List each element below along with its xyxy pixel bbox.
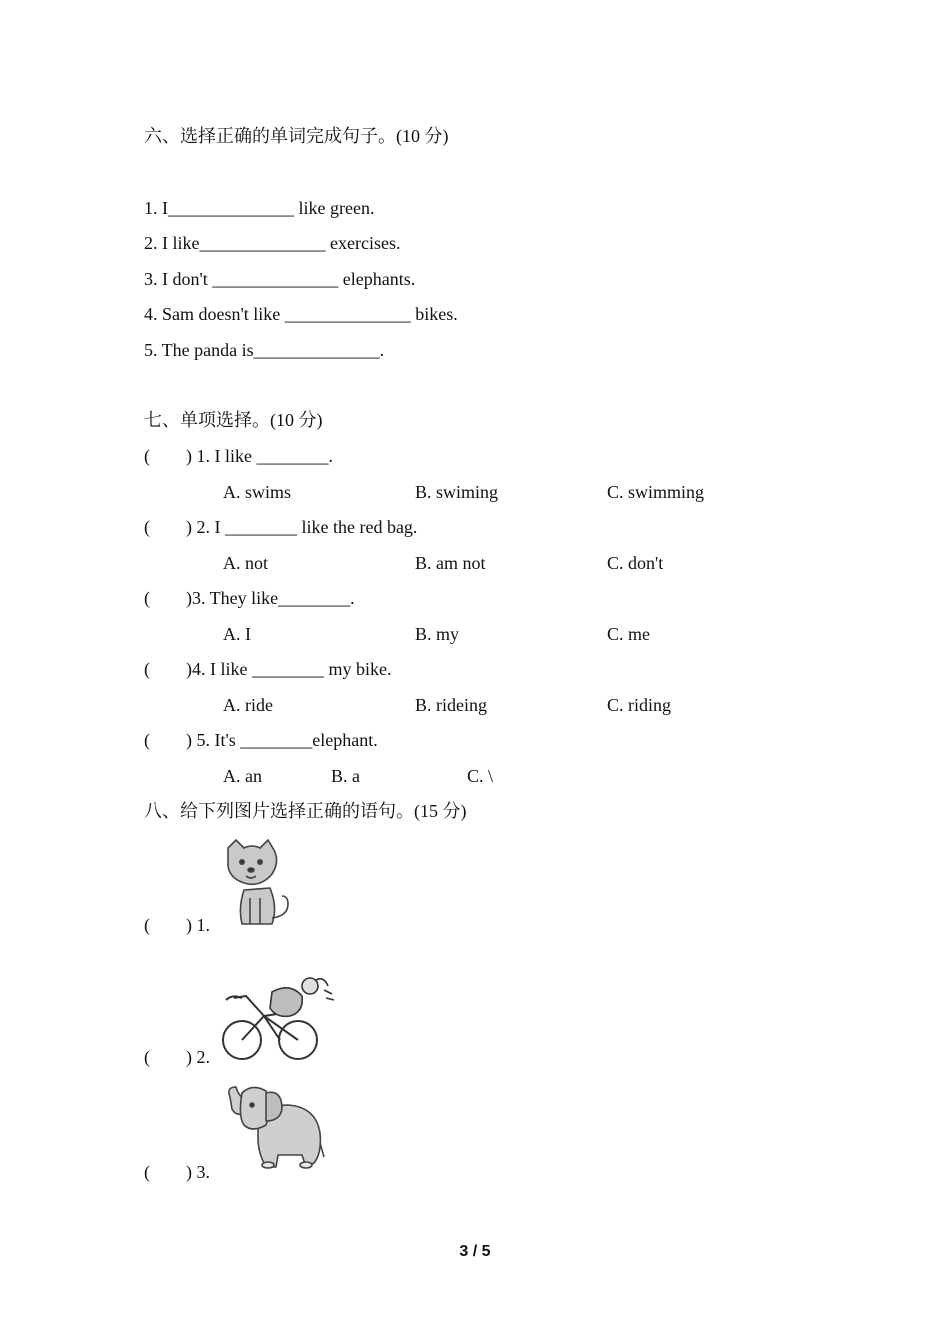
question-5-stem: ( ) 5. It's ________elephant.	[144, 730, 378, 750]
question-3-option-c: C. me	[607, 624, 650, 644]
cat-illustration	[222, 838, 294, 928]
question-2-stem: ( ) 2. I ________ like the red bag.	[144, 517, 418, 537]
picture-item-1-label: ( ) 1.	[144, 915, 210, 935]
page-number: 3 / 5	[459, 1243, 491, 1260]
question-5-option-a: A. an	[223, 766, 262, 786]
question-3-stem: ( )3. They like________.	[144, 588, 355, 608]
question-4-stem: ( )4. I like ________ my bike.	[144, 659, 392, 679]
question-2-option-b: B. am not	[415, 553, 486, 573]
question-2-option-c: C. don't	[607, 553, 664, 573]
section6-item-5: 5. The panda is______________.	[144, 340, 385, 360]
question-4-option-c: C. riding	[607, 695, 672, 715]
picture-item-2-label: ( ) 2.	[144, 1047, 210, 1067]
section6-item-1: 1. I______________ like green.	[144, 198, 375, 218]
elephant-illustration	[222, 1083, 326, 1173]
question-3-option-a: A. I	[223, 624, 251, 644]
question-1-option-c: C. swimming	[607, 482, 705, 502]
question-3-option-b: B. my	[415, 624, 460, 644]
question-5-option-c: C. \	[467, 766, 494, 786]
question-1-option-a: A. swims	[223, 482, 292, 502]
question-4-option-a: A. ride	[223, 695, 273, 715]
question-2-option-a: A. not	[223, 553, 268, 573]
section6-item-2: 2. I like______________ exercises.	[144, 233, 401, 253]
section6-item-3: 3. I don't ______________ elephants.	[144, 269, 416, 289]
question-1-stem: ( ) 1. I like ________.	[144, 446, 333, 466]
section8-heading: 八、给下列图片选择正确的语句。(15 分)	[144, 801, 467, 821]
girl-riding-bike-illustration	[220, 972, 342, 1064]
section6-item-4: 4. Sam doesn't like ______________ bikes.	[144, 304, 458, 324]
section6-heading: 六、选择正确的单词完成句子。(10 分)	[144, 126, 449, 146]
question-1-option-b: B. swiming	[415, 482, 499, 502]
picture-item-3-label: ( ) 3.	[144, 1162, 210, 1182]
question-5-option-b: B. a	[331, 766, 360, 786]
question-4-option-b: B. rideing	[415, 695, 487, 715]
section7-heading: 七、单项选择。(10 分)	[144, 410, 323, 430]
